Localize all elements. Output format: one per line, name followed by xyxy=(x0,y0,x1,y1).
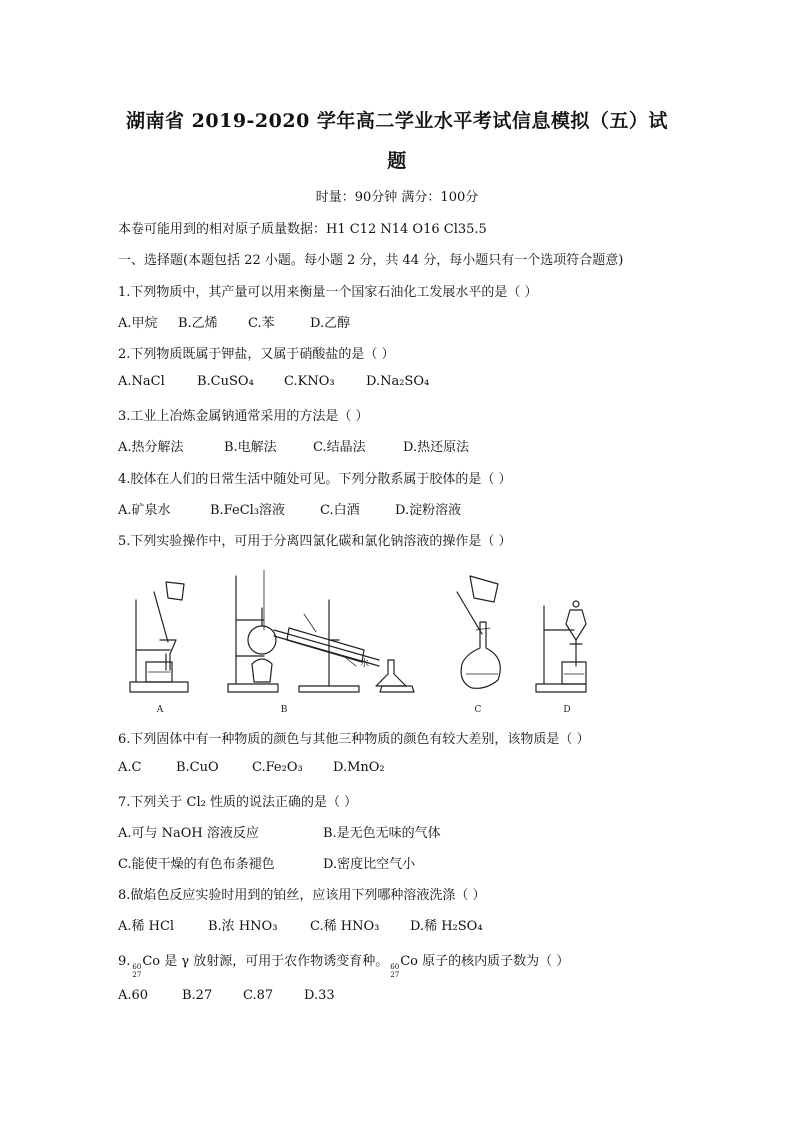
question-7: 7.下列关于 Cl₂ 性质的说法正确的是（ ） xyxy=(118,795,358,810)
question-9 xyxy=(118,950,569,979)
lab-apparatus-figure xyxy=(124,570,604,720)
figure-label-c: C xyxy=(474,705,482,715)
question-1-options xyxy=(118,312,350,331)
mass-number: 60 xyxy=(132,963,142,971)
question-7-options-row1 xyxy=(118,822,441,841)
option-c: C.87 xyxy=(243,988,274,1003)
question-6: 6.下列固体中有一种物质的颜色与其他三种物质的颜色有较大差别，该物质是（ ） xyxy=(118,732,590,747)
option-b: B.CuO xyxy=(176,760,219,775)
figure-label-a: A xyxy=(156,705,164,715)
option-d: D.MnO₂ xyxy=(333,760,385,775)
apparatus-b-distillation xyxy=(228,570,414,692)
question-7-options-row2 xyxy=(118,853,415,872)
option-c: C.能使干燥的有色布条褪色 xyxy=(118,857,275,872)
option-b: B.是无色无味的气体 xyxy=(323,826,441,841)
question-9-number: 9. xyxy=(118,954,131,969)
apparatus-c-volumetric-flask xyxy=(457,576,500,688)
option-b: B.浓 HNO₃ xyxy=(208,919,278,934)
option-c: C.苯 xyxy=(248,316,275,331)
option-b: B.27 xyxy=(182,988,213,1003)
option-d: D.33 xyxy=(304,988,335,1003)
option-b: B.FeCl₃溶液 xyxy=(210,503,286,518)
isotope-notation xyxy=(132,963,141,979)
question-9-text-b: 原子的核内质子数为（ ） xyxy=(422,954,570,969)
option-d: D.热还原法 xyxy=(403,440,470,455)
option-c: C.KNO₃ xyxy=(284,374,335,389)
option-a: A.NaCl xyxy=(118,374,165,389)
atomic-mass-note: 本卷可能用到的相对原子质量数据：H1 C12 N14 O16 Cl35.5 xyxy=(118,222,487,237)
question-8-options xyxy=(118,915,483,934)
option-a: A.稀 HCl xyxy=(118,919,175,934)
option-c: C.白酒 xyxy=(320,503,360,518)
time-info: 时量：90分钟 满分：100分 xyxy=(315,190,479,205)
option-b: B.电解法 xyxy=(224,440,277,455)
question-5: 5.下列实验操作中，可用于分离四氯化碳和氯化钠溶液的操作是（ ） xyxy=(118,534,512,549)
option-d: D.密度比空气小 xyxy=(323,857,416,872)
option-c: C.结晶法 xyxy=(313,440,366,455)
option-b: B.乙烯 xyxy=(178,316,218,331)
option-a: A.热分解法 xyxy=(118,440,184,455)
element-symbol-2: Co xyxy=(400,954,418,969)
mass-number-2: 60 xyxy=(390,963,400,971)
exam-title-line2: 题 xyxy=(387,150,407,172)
option-a: A.C xyxy=(118,760,142,775)
question-1: 1.下列物质中，其产量可以用来衡量一个国家石油化工发展水平的是（ ） xyxy=(118,285,538,300)
question-9-options xyxy=(118,988,335,1003)
option-a: A.可与 NaOH 溶液反应 xyxy=(118,826,259,841)
element-symbol: Co xyxy=(142,954,161,969)
atomic-number-2: 27 xyxy=(390,971,400,979)
atomic-number: 27 xyxy=(132,971,142,979)
option-c: C.稀 HNO₃ xyxy=(310,919,380,934)
question-3-options xyxy=(118,436,469,455)
option-a: A.60 xyxy=(118,988,149,1003)
option-b: B.CuSO₄ xyxy=(197,374,254,389)
section-heading: 一、选择题(本题包括 22 小题。每小题 2 分，共 44 分，每小题只有一个选项符合题意) xyxy=(118,253,624,268)
apparatus-a-filtration xyxy=(130,582,188,692)
exam-title-line1: 湖南省 2019-2020 学年高二学业水平考试信息模拟（五）试 xyxy=(126,110,668,132)
apparatus-d-separatory-funnel xyxy=(536,601,586,692)
question-4: 4.胶体在人们的日常生活中随处可见。下列分散系属于胶体的是（ ） xyxy=(118,472,512,487)
option-d: D.淀粉溶液 xyxy=(395,503,462,518)
question-2-options xyxy=(118,374,429,389)
figure-label-d: D xyxy=(563,705,571,715)
question-4-options xyxy=(118,499,461,518)
option-d: D.Na₂SO₄ xyxy=(366,374,430,389)
question-9-text-a: 是 γ 放射源，可用于农作物诱变育种。 xyxy=(164,954,389,969)
question-2: 2.下列物质既属于钾盐，又属于硝酸盐的是（ ） xyxy=(118,347,395,362)
question-6-options xyxy=(118,760,385,775)
option-a: A.甲烷 xyxy=(118,316,158,331)
option-c: C.Fe₂O₃ xyxy=(252,760,303,775)
question-3: 3.工业上冶炼金属钠通常采用的方法是（ ） xyxy=(118,409,369,424)
option-d: D.稀 H₂SO₄ xyxy=(410,919,483,934)
option-d: D.乙醇 xyxy=(310,316,351,331)
water-label: 水 xyxy=(360,659,370,669)
isotope-notation-2 xyxy=(390,963,399,979)
figure-label-b: B xyxy=(280,705,288,715)
option-a: A.矿泉水 xyxy=(118,503,171,518)
question-8: 8.做焰色反应实验时用到的铂丝，应该用下列哪种溶液洗涤（ ） xyxy=(118,888,486,903)
